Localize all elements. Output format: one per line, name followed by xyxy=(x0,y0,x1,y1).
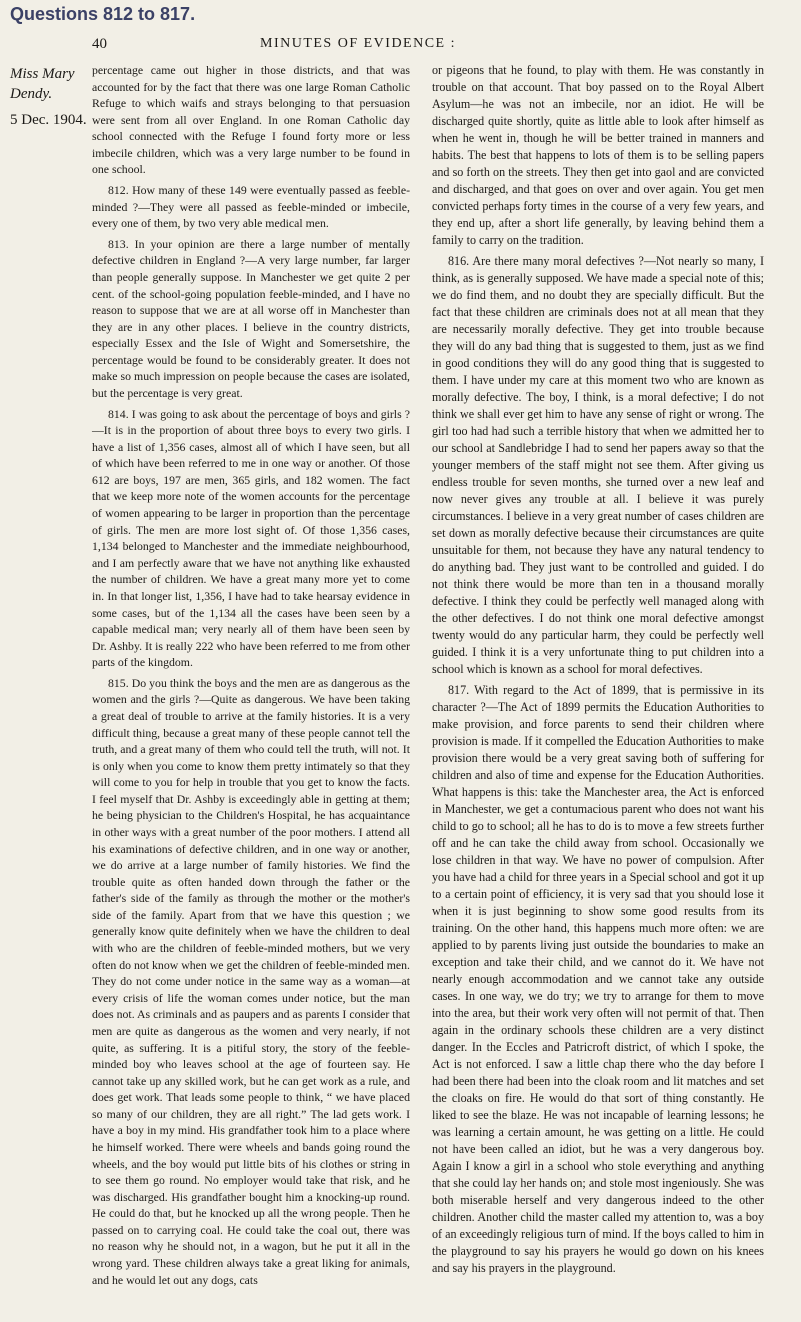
paragraph: percentage came out higher in those districts, and that was accounted for by the fact that there was one large Roman Catholic Refuge to which waifs and strays belonging to that persuasion were sent from all over England. In one Roman Catholic day school connected with the Refuge I found forty more or less imbecile children, which was a very large number to be found in one school. xyxy=(92,63,410,177)
paragraph: 814. I was going to ask about the percentage of boys and girls ?—It is in the proportion of about three boys to every two girls. I have a list of 1,356 cases, almost all of which I have seen, but all of which have been referred to me in one way or another. Of those 612 are boys, 197 are men, 365 girls, and 182 women. The fact that we keep more note of the women accounts for the percentage of women appearing to be larger in proportion than the percentage of girls. The men are more lost sight of. Of those 1,356 cases, 1,134 belonged to Manchester and the immediate neighbourhood, and I am perfectly aware that we have not anything like exhausted the number of children. We have a great many more yet to come in. In that longer list, 1,356, I have had to take hearsay evidence in some cases, but of the 1,134 all the cases have been seen by a capable medical man; very nearly all of them have been seen by Dr. Ashby. It is really 222 who have been referred to me from other parts of the kingdom. xyxy=(92,406,410,670)
page-number: 40 xyxy=(92,36,107,52)
paragraph: 812. How many of these 149 were eventually passed as feeble-minded ?—They were all passed as feeble-minded or imbecile, every one of them, by two very able medical men. xyxy=(92,183,410,231)
question-range-banner xyxy=(0,0,801,30)
running-head: MINUTES OF EVIDENCE : xyxy=(260,36,456,51)
paragraph: 817. With regard to the Act of 1899, that is permissive in its character ?—The Act of 1899 permits the Education Authorities to make provision, and force parents to send their children where provision is made. If it compelled the Education Authorities to make provision there would be a very great saving both of suffering for children and also of time and expense for the Education Authorities. What happens is this: take the Manchester area, the Act is enforced in Manchester, we get a contumacious parent who does not want his child to go to school; all he has to do is to move a few streets further off and he can take the child away from school. Occasionally we lose children in that way. We have no power of compulsion. After you have had a child for three years in a Special school and got it up to a certain point of efficiency, it is very sad that you should lose it when it is just beginning to show some good results from its training. On the other hand, this happens much more often: we are applied to by parents living just outside the boundaries to make an exception and take their child, and we cannot do it. We have not nearly enough accommodation and we cannot take any outside cases. In one way, we do try; we try to arrange for them to move into the area, but their work very often will not permit of that. Then again in the ordinary schools these children are a very distinct danger. In the Eccles and Patricroft district, of which I spoke, the Act is not enforced. I saw a little chap there who the day before I had been there had been into the cloak room and lit matches and set the cloaks on fire. He would do that sort of thing constantly. He liked to see the blaze. He was not incapable of learning lessons; he was learning a certain amount, he was getting on a little. He could not have been called an idiot, but he was a very dangerous boy. Again I know a girl in a school who stole everything and anything that she could lay her hands on; and stole most ingeniously. She was both miserable herself and very dangerous indeed to the other children. Another child the master called my attention to, was a boy of an exceedingly religious turn of mind. If the boys called to him in the playground to say his prayers he would go down on his knees and say his prayers in the playground. xyxy=(432,683,764,1275)
paragraph: or pigeons that he found, to play with them. He was constantly in trouble on that account. That boy passed on to the Royal Albert Asylum—he was not an imbecile, nor an idiot. He will be discharged quite shortly, quite as little able to look after himself as when he went in, though he will be better trained in manners and habits. The best that happens to lots of them is to be selling papers and so forth on the streets. They then get into gaol and are convicted and discharged, and that goes on over and over again. You get men convicted perhaps forty times in the course of a very few years, and they end up, after a short life generally, by leaving behind them a family to carry on the tradition. xyxy=(432,63,764,247)
witness-name: Miss Mary Dendy. xyxy=(10,66,75,102)
paragraph: 815. Do you think the boys and the men are as dangerous as the women and the girls ?—Quite as dangerous. We have been taking a great deal of trouble to arrive at the family histories. It is a very difficult thing, because a great many of these people cannot tell the truth, and a great many of them who could tell the truth, will not. It is only when you come to know them pretty intimately so that they will come to you for help in trouble that you get to know the facts. I feel myself that Dr. Ashby is exceedingly able in getting at them; he being physician to the Children's Hospital, he has acquaintance in other ways with a great number of the poor mothers. I attend all his examinations of defective children, and in one way or another, we do arrive at a large number of family histories. We find the trouble quite as often handed down through the father or the father's side of the family as through the mother or the mother's side of the family. Apart from that we have this question ; we generally know quite definitely when we have the children to deal with who are the children of feeble-minded mothers, but we very often do not know when we get the children of feeble-minded men. They do not come under notice in the same way as a woman—at every crisis of life the woman comes under notice, but the man does not. As criminals and as paupers and as parents I consider that men are quite as dangerous as the women and very nearly, if not quite, as suffering. It is a pitiful story, the story of the feeble-minded boy who leaves school at the age of fourteen say. He cannot take up any skilled work, but he can get work as a rule, and does get work. That leads some people to think, “ we have placed so many of our children, they are all right.” The lad gets work. I have a boy in my mind. His grandfather took him to a place where he himself worked. There were wheels and bands going round the wheels, and the boy would put little bits of his clothes or string in to see them go round. No employer would take that risk, and he was discharged. His grandfather bought him a knocking-up round. He could do that, but he knocked up all the wrong people. Then he passed on to carrying coal. He could take the coal out, there was no reason why he should not, in a wagon, but he put it all in the wrong yard. These children always take a great liking for animals, and he would let out any dogs, cats xyxy=(92,675,410,1287)
right-column xyxy=(432,62,764,1281)
evidence-date: 5 Dec. 1904. xyxy=(10,112,87,128)
banner-text: Questions 812 to 817. xyxy=(10,4,196,24)
paragraph: 816. Are there many moral defectives ?—Not nearly so many, I think, as is generally supposed. We have made a special note of this; we do find them, and no doubt they are specially difficult. But the fact that these children are criminals does not at all mean that they are necessarily morally defective. They get into trouble because they will do any bad thing that is suggested to them, just as we find in good conditions they will do any good thing that is suggested to them. I have under my care at this moment two who are known as morally defective. The boy, I think, is a moral defective; I do not think we shall ever get him to have any sense of right or wrong. The girl too had had such a terrible history that when we admitted her to our school at Sandlebridge I had to send her papers away so that the younger members of the staff might not see them. After giving us endless trouble for seven months, she turned over a new leaf and now never gives any trouble at all. I believe it was purely circumstances. I believe in a very great number of cases children are set down as morally defective because their circumstances are quite unsuitable for them, not because they have any natural tendency to do anything bad. They just want to be controlled and guided. I do not think there would be more than ten in a thousand morally defective. I think they could be perfectly well managed along with the other defectives. I do not think one moral defective amongst twenty would do any particular harm, they could be perfectly well guided. I think it is a very unfortunate thing to put children into a school which is known as a school for moral defectives. xyxy=(432,254,764,676)
left-column xyxy=(92,62,410,1292)
margin-note xyxy=(10,64,90,130)
paragraph: 813. In your opinion are there a large number of mentally defective children in England ?—A very large number, far larger than people generally suppose. In Manchester we get quite 2 per cent. of the school-going population feeble-minded, and I have no reason to suppose that we are at all worse off in Manchester than they are in any other places. I believe in the country districts, especially Essex and the Isle of Wight and Somersetshire, the percentage would be found to be considerably greater. It does not make so much impression on people because the cases are isolated, but the percentage is very great. xyxy=(92,236,410,400)
